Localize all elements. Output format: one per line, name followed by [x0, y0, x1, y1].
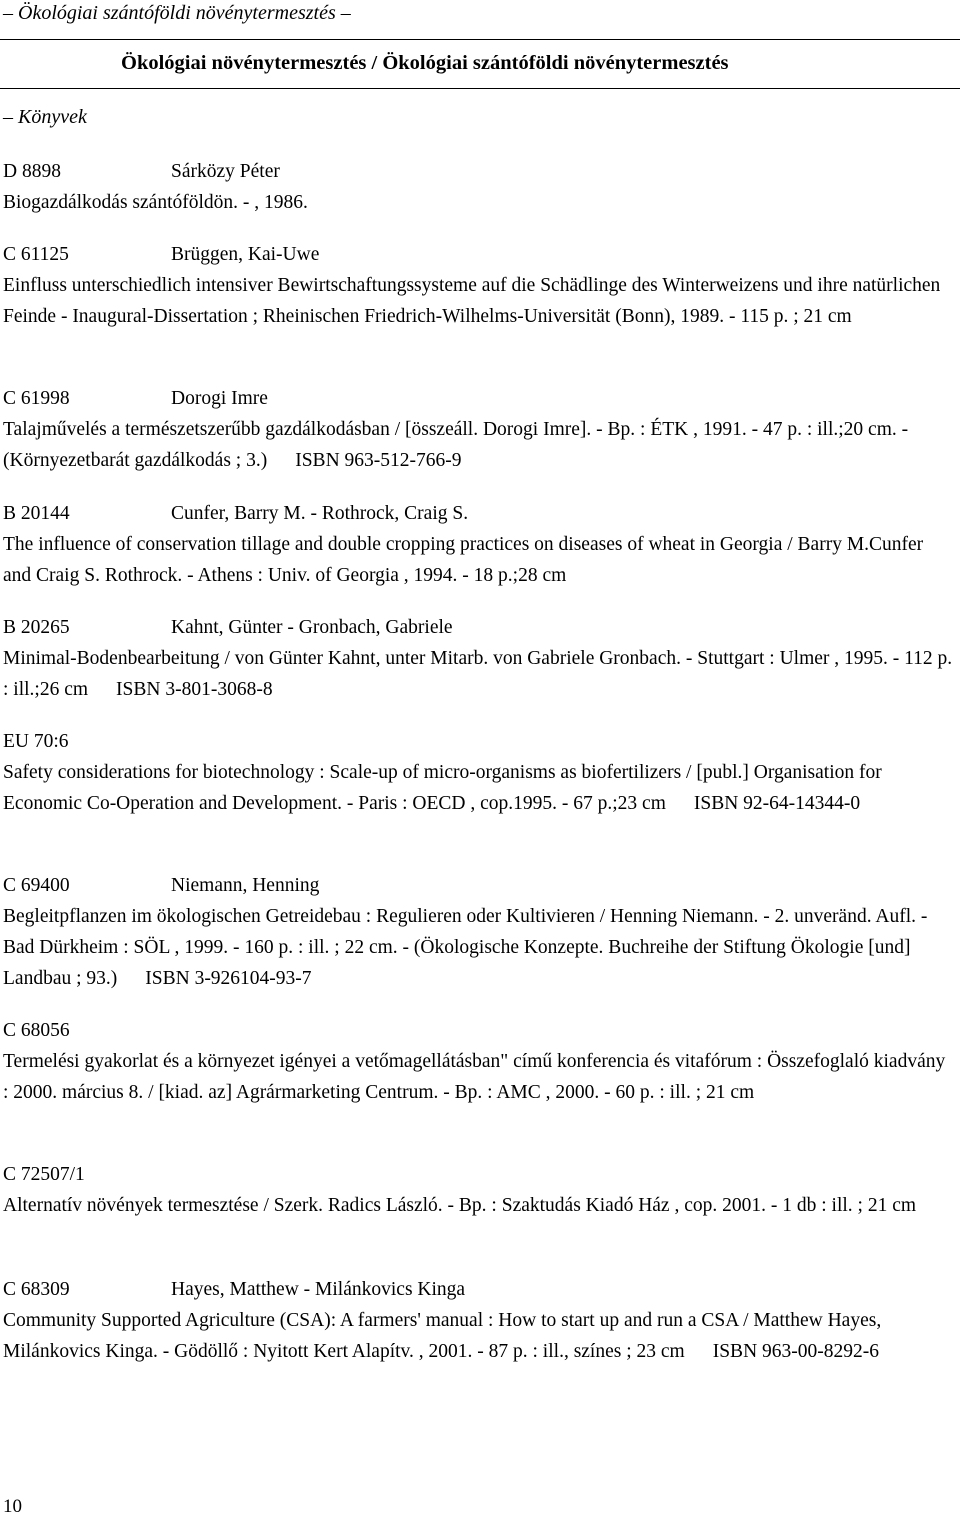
bibliography-entry — [3, 384, 953, 476]
entry-isbn: ISBN 963-00-8292-6 — [712, 1341, 880, 1362]
bibliography-entry — [3, 499, 953, 591]
header-rule-top — [0, 39, 960, 40]
entry-description: Biogazdálkodás szántóföldön. - , 1986. — [3, 192, 308, 213]
entry-author: Cunfer, Barry M. - Rothrock, Craig S. — [171, 503, 469, 524]
bibliography-entry — [3, 727, 953, 819]
entry-author: Sárközy Péter — [171, 161, 280, 182]
entry-isbn: ISBN 3-926104-93-7 — [145, 968, 312, 989]
subsection-heading: – Könyvek — [3, 106, 87, 128]
entry-description: Safety considerations for biotechnology : Scale-up of micro-organisms as biofertilizers / [publ.] Organisation for Economic Co-Operation and Development. - Paris : OECD , cop.1995. - 67 p.;23 cm — [3, 762, 882, 814]
call-number: C 68056 — [3, 1020, 70, 1041]
call-number: D 8898 — [3, 161, 61, 182]
entry-author: Brüggen, Kai-Uwe — [171, 244, 320, 265]
call-number: C 61998 — [3, 388, 70, 409]
header-rule-bottom — [0, 88, 960, 89]
entry-description: Alternatív növények termesztése / Szerk. Radics László. - Bp. : Szaktudás Kiadó Ház , cop. 2001. - 1 db : ill. ; 21 cm — [3, 1195, 917, 1216]
call-number: C 72507/1 — [3, 1164, 85, 1185]
entry-author: Kahnt, Günter - Gronbach, Gabriele — [171, 617, 453, 638]
bibliography-entry — [3, 1275, 953, 1367]
entry-author: Niemann, Henning — [171, 875, 320, 896]
entry-description: Talajművelés a természetszerűbb gazdálkodásban / [összeáll. Dorogi Imre]. - Bp. : ÉTK , 1991. - 47 p. : ill.;20 cm. - (Környezetbarát gazdálkodás ; 3.) — [3, 419, 909, 471]
call-number: B 20265 — [3, 617, 70, 638]
section-top-heading: – Ökológiai szántóföldi növénytermesztés – — [3, 2, 351, 24]
page-number: 10 — [3, 1496, 22, 1517]
bibliography-entry — [3, 157, 953, 218]
entry-isbn: ISBN 3-801-3068-8 — [116, 679, 273, 700]
bibliography-entry — [3, 613, 953, 705]
call-number: B 20144 — [3, 503, 70, 524]
call-number: EU 70:6 — [3, 731, 69, 752]
entry-description: Minimal-Bodenbearbeitung / von Günter Kahnt, unter Mitarb. von Gabriele Gronbach. - Stuttgart : Ulmer , 1995. - 112 p. : ill.;26 cm — [3, 648, 953, 700]
entry-isbn: ISBN 963-512-766-9 — [295, 450, 462, 471]
bibliography-entry — [3, 240, 953, 332]
entry-author: Dorogi Imre — [171, 388, 268, 409]
entry-description: The influence of conservation tillage and double cropping practices on diseases of wheat in Georgia / Barry M.Cunfer and Craig S. Rothrock. - Athens : Univ. of Georgia , 1994. - 18 p.;28 cm — [3, 534, 924, 586]
entry-description: Begleitpflanzen im ökologischen Getreidebau : Regulieren oder Kultivieren / Henning Niemann. - 2. unveränd. Aufl. - Bad Dürkheim : SÖL , 1999. - 160 p. : ill. ; 22 cm. - (Ökologische Konzepte. Buchreihe der Stiftung Ökologie [und] Landbau ; 93.) — [3, 906, 928, 989]
section-heading: Ökológiai növénytermesztés / Ökológiai szántóföldi növénytermesztés — [121, 52, 729, 74]
entry-description: Community Supported Agriculture (CSA): A farmers' manual : How to start up and run a CSA / Matthew Hayes, Milánkovics Kinga. - Gödöllő : Nyitott Kert Alapítv. , 2001. - 87 p. : ill., színes ; 23 cm — [3, 1310, 882, 1362]
call-number: C 69400 — [3, 875, 70, 896]
entry-description: Einfluss unterschiedlich intensiver Bewirtschaftungssysteme auf die Schädlinge des Winterweizens und ihre natürlichen Feinde - Inaugural-Dissertation ; Rheinischen Friedrich-Wilhelms-Universität (Bonn), 1989. - 115 p. ; 21 cm — [3, 275, 941, 327]
entry-author: Hayes, Matthew - Milánkovics Kinga — [171, 1279, 466, 1300]
bibliography-entry — [3, 871, 953, 994]
entry-description: Termelési gyakorlat és a környezet igényei a vetőmagellátásban" című konferencia és vitafórum : Összefoglaló kiadvány : 2000. március 8. / [kiad. az] Agrármarketing Centrum. - Bp. : AMC , 2000. - 60 p. : ill. ; 21 cm — [3, 1051, 946, 1103]
call-number: C 61125 — [3, 244, 69, 265]
bibliography-entry — [3, 1160, 953, 1221]
bibliography-entry — [3, 1016, 953, 1108]
call-number: C 68309 — [3, 1279, 70, 1300]
entry-isbn: ISBN 92-64-14344-0 — [693, 793, 861, 814]
